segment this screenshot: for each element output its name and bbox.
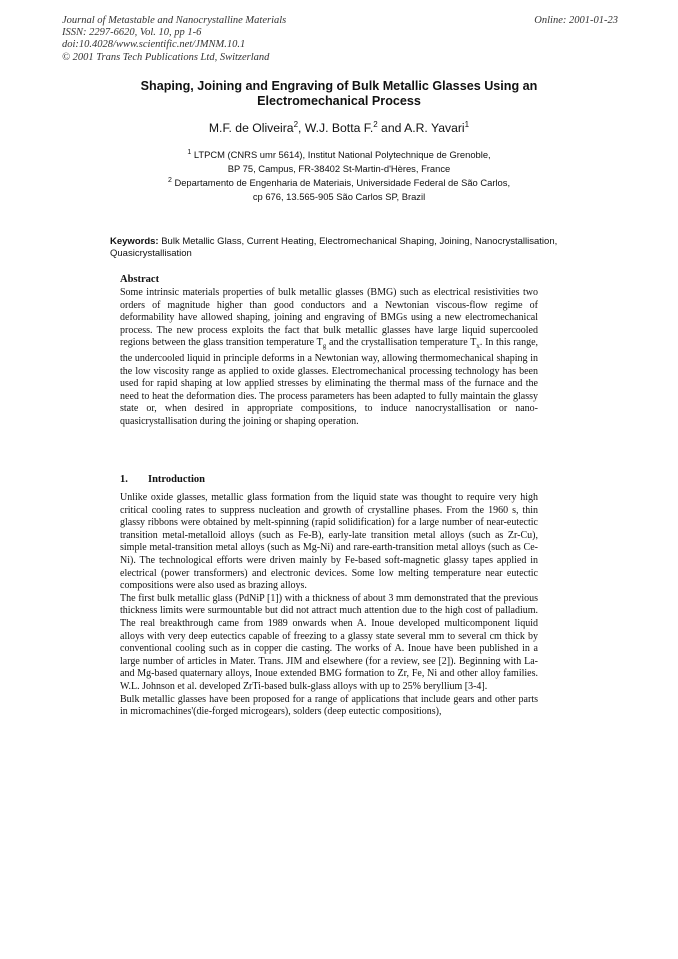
affiliation-1 — [90, 146, 588, 175]
section-body — [120, 492, 538, 719]
keywords-text: Bulk Metallic Glass, Current Heating, Electromechanical Shaping, Joining, Nanocrystallisation, Quasicrystallisation — [110, 236, 558, 259]
journal-doi: doi:10.4028/www.scientific.net/JMNM.10.1 — [62, 39, 246, 51]
section-number: 1. — [120, 474, 128, 485]
section-heading — [120, 474, 205, 485]
affiliation-line: Departamento de Engenharia de Materiais, Universidade Federal de São Carlos, — [174, 177, 511, 189]
online-date: Online: 2001-01-23 — [534, 15, 618, 26]
paper-title: Shaping, Joining and Engraving of Bulk Metallic Glasses Using an Electromechanical Process — [140, 79, 538, 108]
affiliation-mark: 2 — [167, 177, 172, 184]
affiliation-line: cp 676, 13.565-905 São Carlos SP, Brazil — [252, 190, 426, 202]
author-name: M.F. de Oliveira — [208, 121, 294, 136]
author-name: W.J. Botta F. — [304, 121, 374, 136]
affiliation-mark: 1 — [187, 149, 192, 156]
journal-copyright: © 2001 Trans Tech Publications Ltd, Switzerland — [62, 51, 270, 63]
body-paragraph: Bulk metallic glasses have been proposed for a range of applications that include gears and other parts in micromachines'(die-forged microgears), solders (deep eutectic compositions), — [120, 693, 538, 718]
journal-name: Journal of Metastable and Nanocrystalline Materials — [62, 15, 287, 26]
affiliation-line: BP 75, Campus, FR-38402 St-Martin-d'Hères, France — [227, 162, 451, 174]
keywords-label: Keywords: — [110, 236, 159, 247]
author-affiliation-mark: 2 — [373, 120, 378, 129]
keywords — [110, 236, 570, 260]
section-title: Introduction — [148, 474, 205, 485]
author-affiliation-mark: 1 — [464, 120, 470, 129]
affiliation-line: LTPCM (CNRS umr 5614), Institut National Polytechnique de Grenoble, — [193, 149, 491, 161]
abstract-text: Some intrinsic materials properties of bulk metallic glasses (BMG) such as electrical resistivities two orders of magnitude higher than good conductors and a Newtonian viscous-flow regime of deformability have allowed shaping, joining and engraving of BMGs using a new electromechanical process. The new process exploits the fact that bulk metallic glasses have large liquid supercooled regions between the glass transition temperature $T_g$ and the crystallisation temperature $T_x$. In this range, the undercooled liquid in principle deforms in a Newtonian way, allowing thermomechanical shaping in the low viscosity range as applied to oxide glasses. Electromechanical processing technology has been used for rapid shaping at low applied stresses by eliminating the thermal mass of the furnace and the need to heat the deformation dies. The process parameters has been adapted to fully maintain the glassy state or, when desired in appropriate compositions, to induce nanocrystallisation or nano-quasicrystallisation during the joining or shaping operation. — [120, 287, 539, 427]
author-separator: , — [298, 121, 305, 136]
body-paragraph: Unlike oxide glasses, metallic glass formation from the liquid state was thought to require very high critical cooling rates to suppress nucleation and growth of crystalline phases. From the 1960 s, thin glassy ribbons were obtained by melt-spinning (rapid solidification) for a large number of near-eutectic transition metal-metalloid alloys (such as Fe-B), early-late transition metal alloys (such as Zr-Cu), simple metal-transition metal alloys (such as Mg-Ni) and rare-earth-transition metal alloys (such as Ce-Ni). The technological efforts were driven mainly by Fe-based soft-magnetic glassy tapes applied in electrical (power transformers) and electronic devices. Some low melting temperature near eutectic compositions were also used as brazing alloys. — [120, 492, 538, 592]
abstract-heading: Abstract — [120, 274, 160, 285]
journal-issn: ISSN: 2297-6620, Vol. 10, pp 1-6 — [62, 27, 202, 39]
author-name: A.R. Yavari — [404, 121, 465, 136]
author-affiliation-mark: 2 — [293, 120, 299, 129]
body-paragraph: The first bulk metallic glass (PdNiP [1]) with a thickness of about 3 mm demonstrated that the previous thickness limits were surmountable but did not attract much attention due to the high cost of palladium. The real breakthrough came from 1989 onwards when A. Inoue developed multicomponent liquid alloys with very deep eutectics capable of freezing to a glassy state several mm to several cm thick by conventional cooling such as in copper die casting. The works of A. Inoue have been published in a large number of articles in Mater. Trans. JIM and elsewhere (for a review, see [2]). Beginning with La- and Mg-based quaternary alloys, Inoue extended BMG formation to Zr, Fe, Ni and other alloy families. W.L. Johnson et al. developed ZrTi-based bulk-glass alloys with up to 25% beryllium [3-4]. — [120, 592, 538, 692]
author-separator: and — [377, 121, 405, 136]
affiliation-2 — [90, 174, 588, 203]
journal-citation — [62, 15, 286, 64]
author-list — [110, 120, 568, 135]
